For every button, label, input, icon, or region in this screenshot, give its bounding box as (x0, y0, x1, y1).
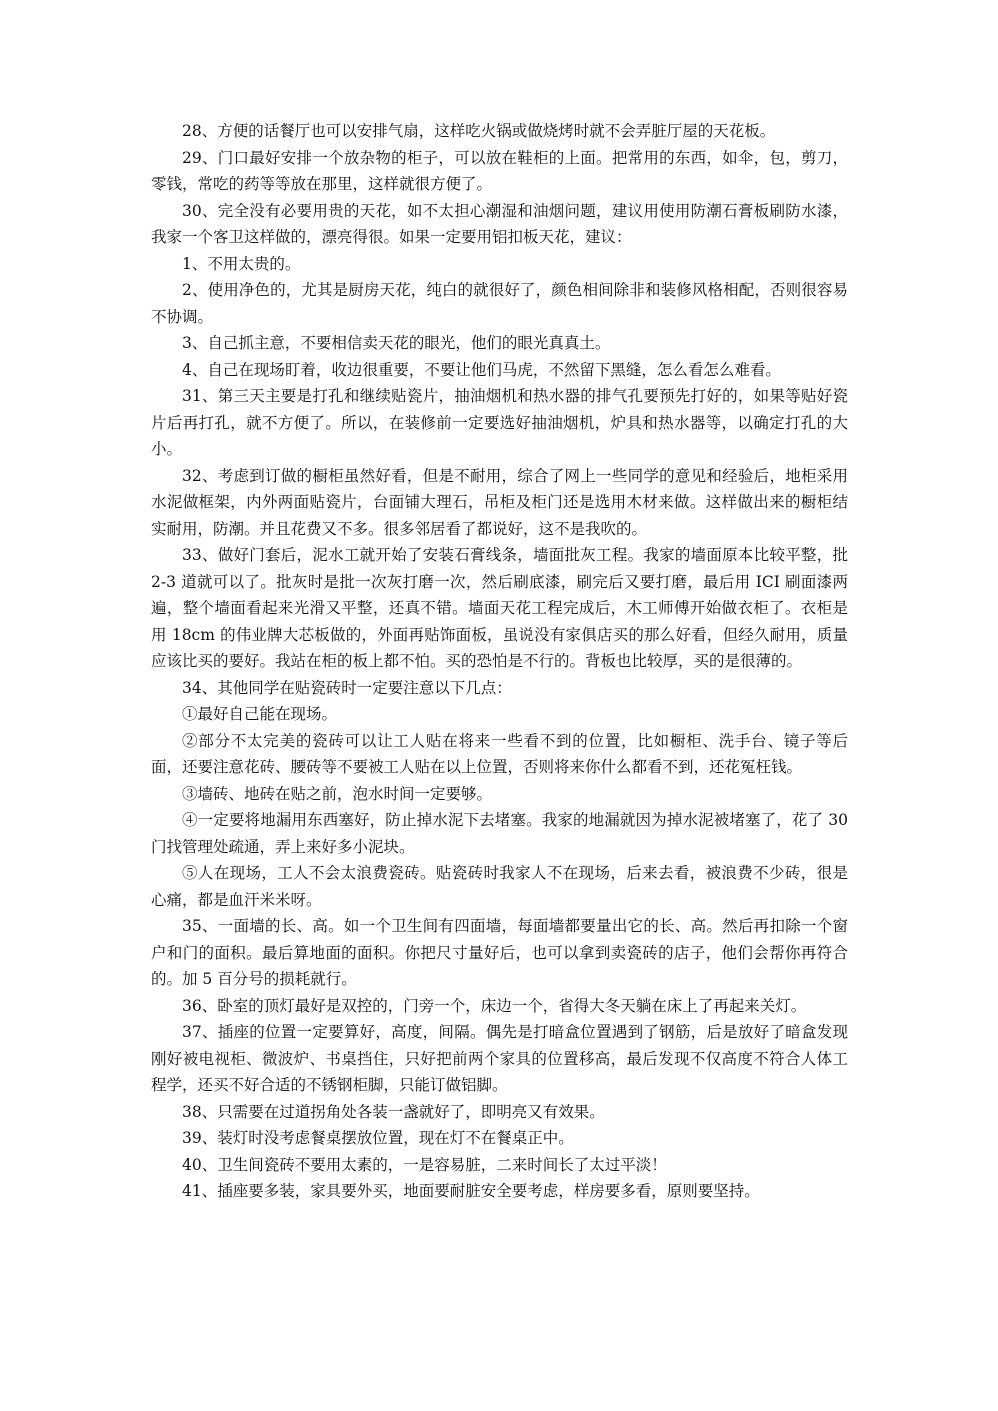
paragraph-34-item-2: ②部分不太完美的瓷砖可以让工人贴在将来一些看不到的位置，比如橱柜、洗手台、镜子等后面，还要注意花砖、腰砖等不要被工人贴在以上位置，否则将来你什么都看不到，还花冤枉钱。 (151, 731, 848, 776)
paragraph-32: 32、考虑到订做的橱柜虽然好看，但是不耐用，综合了网上一些同学的意见和经验后，地柜采用水泥做框架，内外两面贴瓷片，台面铺大理石，吊柜及柜门还是选用木材来做。这样做出来的橱柜结实耐用，防潮。并且花费又不多。很多邻居看了都说好，这不是我吹的。 (151, 466, 848, 538)
paragraph-38: 38、只需要在过道拐角处各装一盏就好了，即明亮又有效果。 (182, 1102, 605, 1121)
paragraph-40: 40、卫生间瓷砖不要用太素的，一是容易脏，二来时间长了太过平淡！ (182, 1155, 667, 1174)
paragraph-31: 31、第三天主要是打孔和继续贴瓷片，抽油烟机和热水器的排气孔要预先打好的，如果等贴好瓷片后再打孔，就不方便了。所以，在装修前一定要选好抽油烟机，炉具和热水器等，以确定打孔的大小。 (151, 387, 848, 458)
paragraph-28: 28、方便的话餐厅也可以安排气扇，这样吃火锅或做烧烤时就不会弄脏厅屋的天花板。 (182, 122, 776, 140)
paragraph-34-item-4: ④一定要将地漏用东西塞好，防止掉水泥下去堵塞。我家的地漏就因为掉水泥被堵塞了，花了 30 门找管理处疏通，弄上来好多小泥块。 (151, 811, 848, 856)
paragraph-41: 41、插座要多装，家具要外买，地面要耐脏安全要考虑，样房要多看，原则要坚持。 (182, 1182, 760, 1200)
paragraph-30: 30、完全没有必要用贵的天花，如不太担心潮湿和油烟问题，建议用使用防潮石膏板刷防水漆，我家一个客卫这样做的，漂亮得很。如果一定要用铝扣板天花，建议： (151, 201, 848, 246)
paragraph-29: 29、门口最好安排一个放杂物的柜子，可以放在鞋柜的上面。把常用的东西，如伞，包，剪刀，零钱，常吃的药等等放在那里，这样就很方便了。 (151, 148, 848, 193)
paragraph-33: 33、做好门套后，泥水工就开始了安装石膏线条，墙面批灰工程。我家的墙面原本比较平整，批 2-3 道就可以了。批灰时是批一次灰打磨一次，然后刷底漆，刷完后又要打磨，最后用 ICI 刷面漆两遍，整个墙面看起来光滑又平整，还真不错。墙面天花工程完成后，木工师傅开始做衣柜了。衣柜是用 18cm 的伟业牌大芯板做的，外面再贴饰面板，虽说没有家俱店买的那么好看，但经久耐用，质量应该比买的要好。我站在柜的板上都不怕。买的恐怕是不行的。背板也比较厚，买的是很薄的。 (151, 546, 848, 670)
paragraph-39: 39、装灯时没考虑餐桌摆放位置，现在灯不在餐桌正中。 (182, 1129, 574, 1147)
document-body (151, 118, 848, 1205)
paragraph-30-item-4: 4、自己在现场盯着，收边很重要，不要让他们马虎，不然留下黑缝，怎么看怎么难看。 (182, 360, 781, 379)
paragraph-34-item-3: ③墙砖、地砖在贴之前，泡水时间一定要够。 (182, 784, 493, 803)
paragraph-34: 34、其他同学在贴瓷砖时一定要注意以下几点： (182, 678, 512, 697)
paragraph-30-item-3: 3、自己抓主意，不要相信卖天花的眼光，他们的眼光真真土。 (182, 334, 611, 352)
paragraph-30-item-2: 2、使用净色的，尤其是厨房天花，纯白的就很好了，颜色相间除非和装修风格相配，否则很容易不协调。 (151, 281, 848, 326)
paragraph-37: 37、插座的位置一定要算好，高度，间隔。偶先是打暗盒位置遇到了钢筋，后是放好了暗盒发现刚好被电视柜、微波炉、书桌挡住，只好把前两个家具的位置移高，最后发现不仅高度不符合人体工程学，还买不好合适的不锈钢柜脚，只能订做铝脚。 (151, 1023, 848, 1094)
paragraph-34-item-1: ①最好自己能在现场。 (182, 705, 338, 723)
paragraph-35: 35、一面墙的长、高。如一个卫生间有四面墙，每面墙都要量出它的长、高。然后再扣除一个窗户和门的面积。最后算地面的面积。你把尺寸量好后，也可以拿到卖瓷砖的店子，他们会帮你再符合的。加 5 百分号的损耗就行。 (151, 917, 848, 988)
paragraph-30-item-1: 1、不用太贵的。 (182, 254, 301, 273)
paragraph-36: 36、卧室的顶灯最好是双控的，门旁一个，床边一个，省得大冬天躺在床上了再起来关灯。 (182, 996, 807, 1015)
paragraph-34-item-5: ⑤人在现场，工人不会太浪费瓷砖。贴瓷砖时我家人不在现场，后来去看，被浪费不少砖，很是心痛，都是血汗米米呀。 (151, 864, 848, 909)
